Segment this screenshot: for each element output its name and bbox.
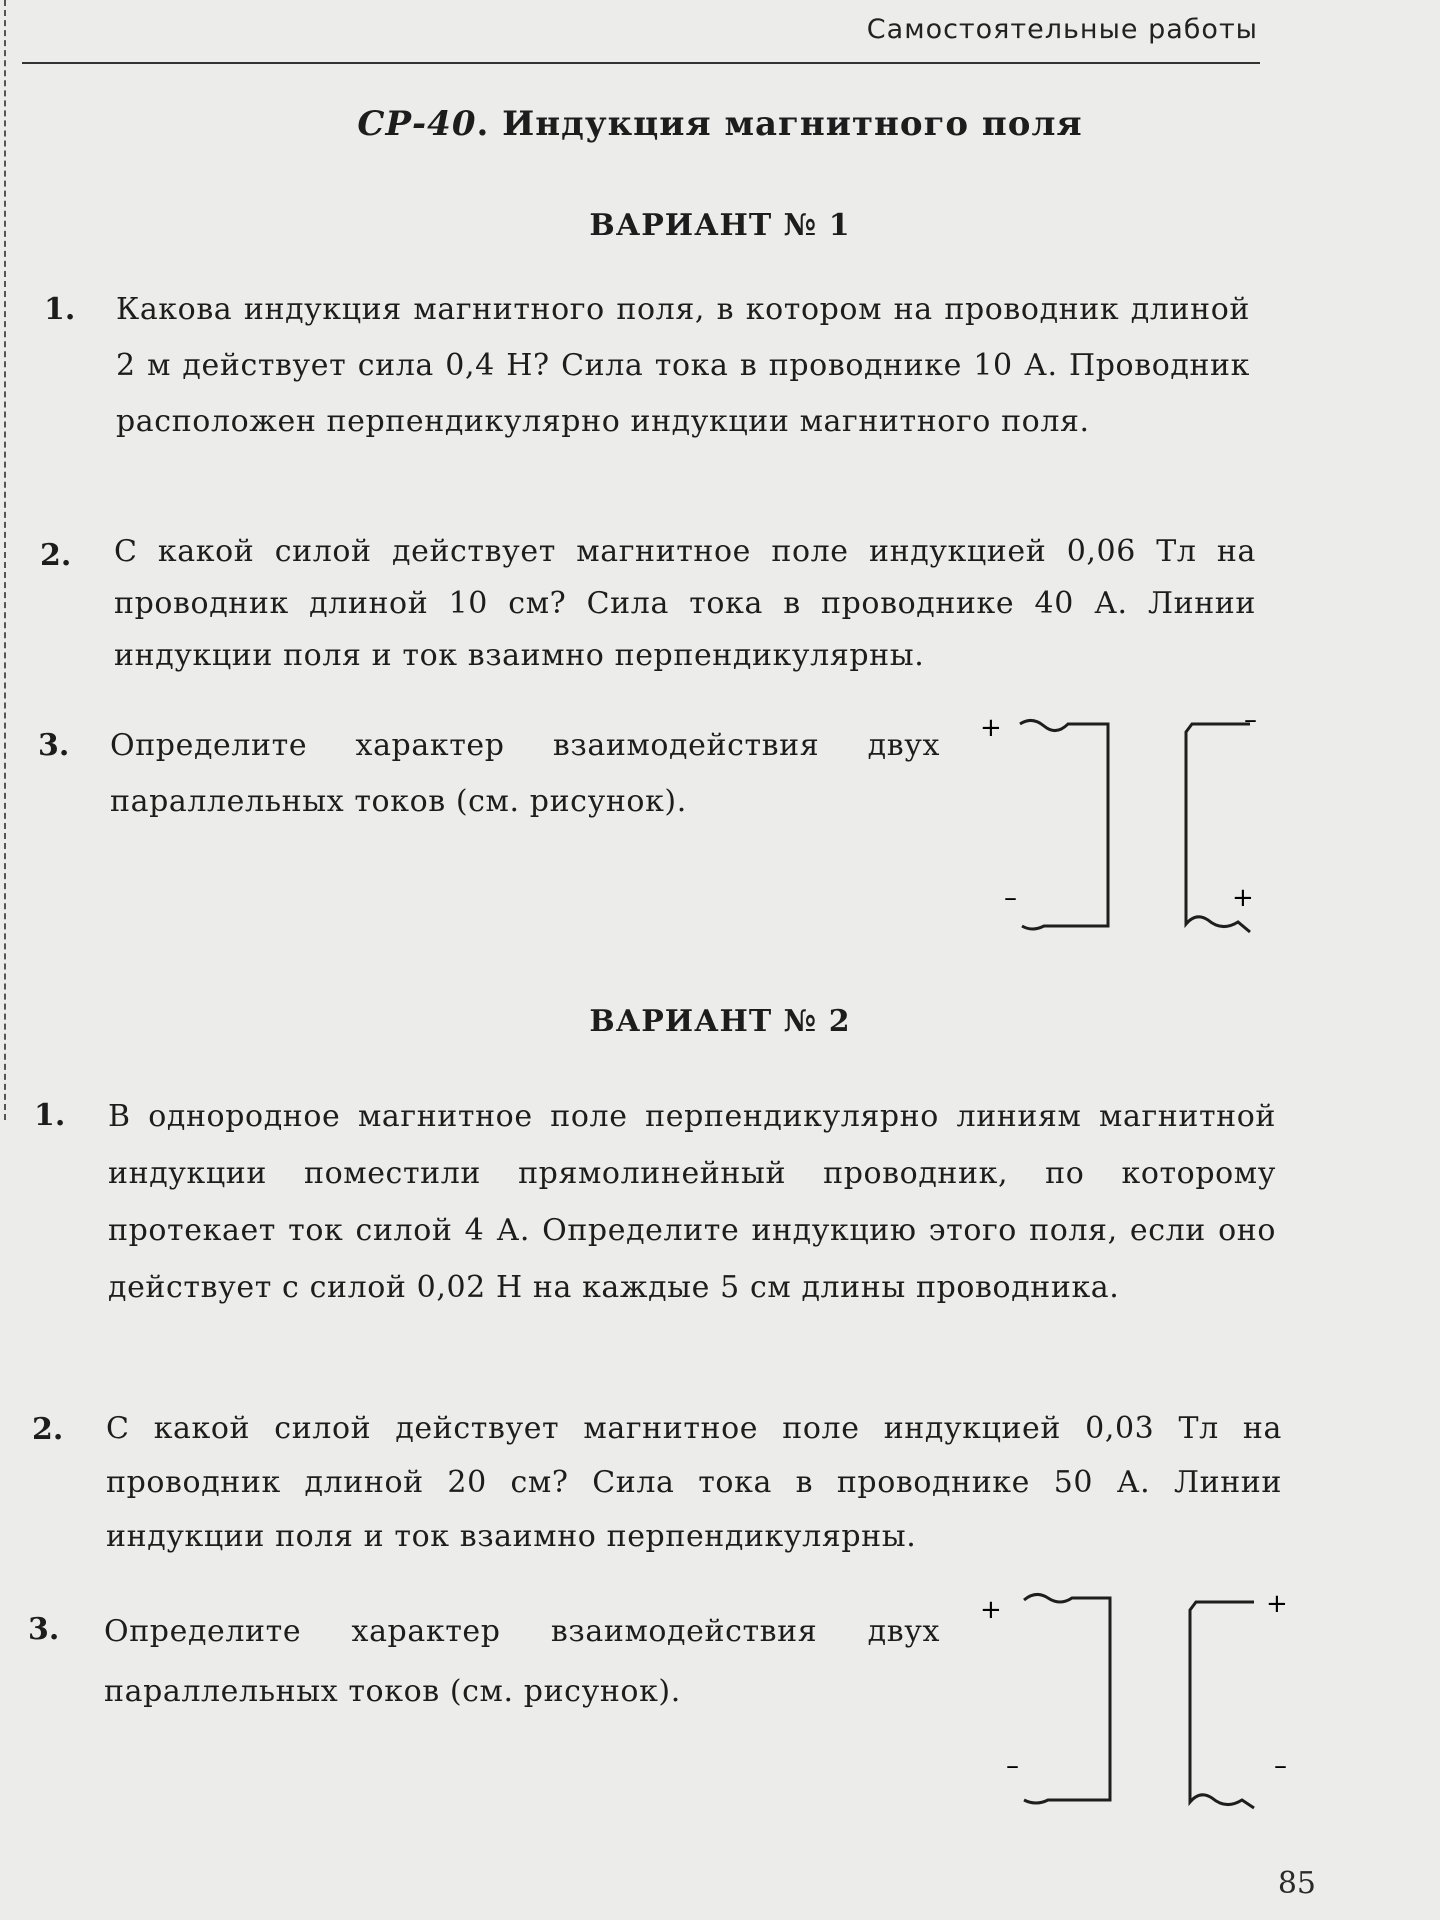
- v2-left-bottom-sign: –: [1006, 1751, 1019, 1781]
- page-number: 85: [1277, 1866, 1316, 1901]
- v2-problem-2-number: 2.: [32, 1412, 64, 1447]
- v2-right-conductor: [1190, 1602, 1254, 1808]
- v2-right-bottom-sign: –: [1274, 1751, 1287, 1781]
- v1-problem-1-text: Какова индукция магнитного поля, в котором на проводник длиной 2 м действует сила 0,4 Н? Сила тока в проводнике 10 А. Проводник расположен перпендикулярно индукции магнитного поля.: [116, 292, 1250, 439]
- v1-problem-2-number: 2.: [40, 538, 72, 573]
- variant-1-heading: ВАРИАНТ № 1: [589, 208, 851, 243]
- v1-right-top-sign: –: [1244, 705, 1257, 735]
- perforation-edge: [4, 0, 6, 1120]
- v1-left-top-sign: +: [980, 713, 1002, 743]
- v2-left-conductor: [1024, 1594, 1110, 1803]
- variant-2-heading: ВАРИАНТ № 2: [589, 1004, 851, 1039]
- v1-right-bottom-sign: +: [1232, 883, 1254, 913]
- v2-right-top-sign: +: [1266, 1589, 1288, 1619]
- v1-problem-3-text: Определите характер взаимодействия двух параллельных токов (см. рисунок).: [110, 728, 940, 819]
- v2-problem-2-text: С какой силой действует магнитное поле индукцией 0,03 Тл на проводник длиной 20 см? Сила тока в проводнике 50 А. Линии индукции поля и ток взаимно перпендикулярны.: [106, 1411, 1282, 1554]
- v1-problem-1-number: 1.: [44, 292, 76, 327]
- running-head: Самостоятельные работы: [866, 14, 1258, 45]
- title-text: . Индукция магнитного поля: [476, 104, 1083, 144]
- v1-problem-3-number: 3.: [38, 728, 70, 763]
- v2-parallel-currents-figure: [960, 1578, 1300, 1828]
- v2-problem-3-number: 3.: [28, 1612, 60, 1647]
- v1-problem-2-text: С какой силой действует магнитное поле индукцией 0,06 Тл на проводник длиной 10 см? Сила тока в проводнике 40 А. Линии индукции поля и ток взаимно перпендикулярны.: [114, 534, 1256, 673]
- v1-left-conductor: [1020, 720, 1108, 929]
- v1-parallel-currents-figure: [960, 700, 1290, 950]
- page-title: [0, 104, 1440, 144]
- v2-left-top-sign: +: [980, 1595, 1002, 1625]
- v2-problem-1-number: 1.: [34, 1098, 66, 1133]
- v2-problem-1-text: В однородное магнитное поле перпендикулярно линиям магнитной индукции поместили прямолинейный проводник, по которому протекает ток силой 4 А. Определите индукцию этого поля, если оно действует с силой 0,02 Н на каждые 5 см длины проводника.: [108, 1099, 1276, 1305]
- v2-problem-3-text: Определите характер взаимодействия двух параллельных токов (см. рисунок).: [104, 1614, 940, 1709]
- header-rule: [22, 62, 1260, 64]
- v1-left-bottom-sign: –: [1004, 883, 1017, 913]
- work-code: СР-40: [357, 104, 477, 144]
